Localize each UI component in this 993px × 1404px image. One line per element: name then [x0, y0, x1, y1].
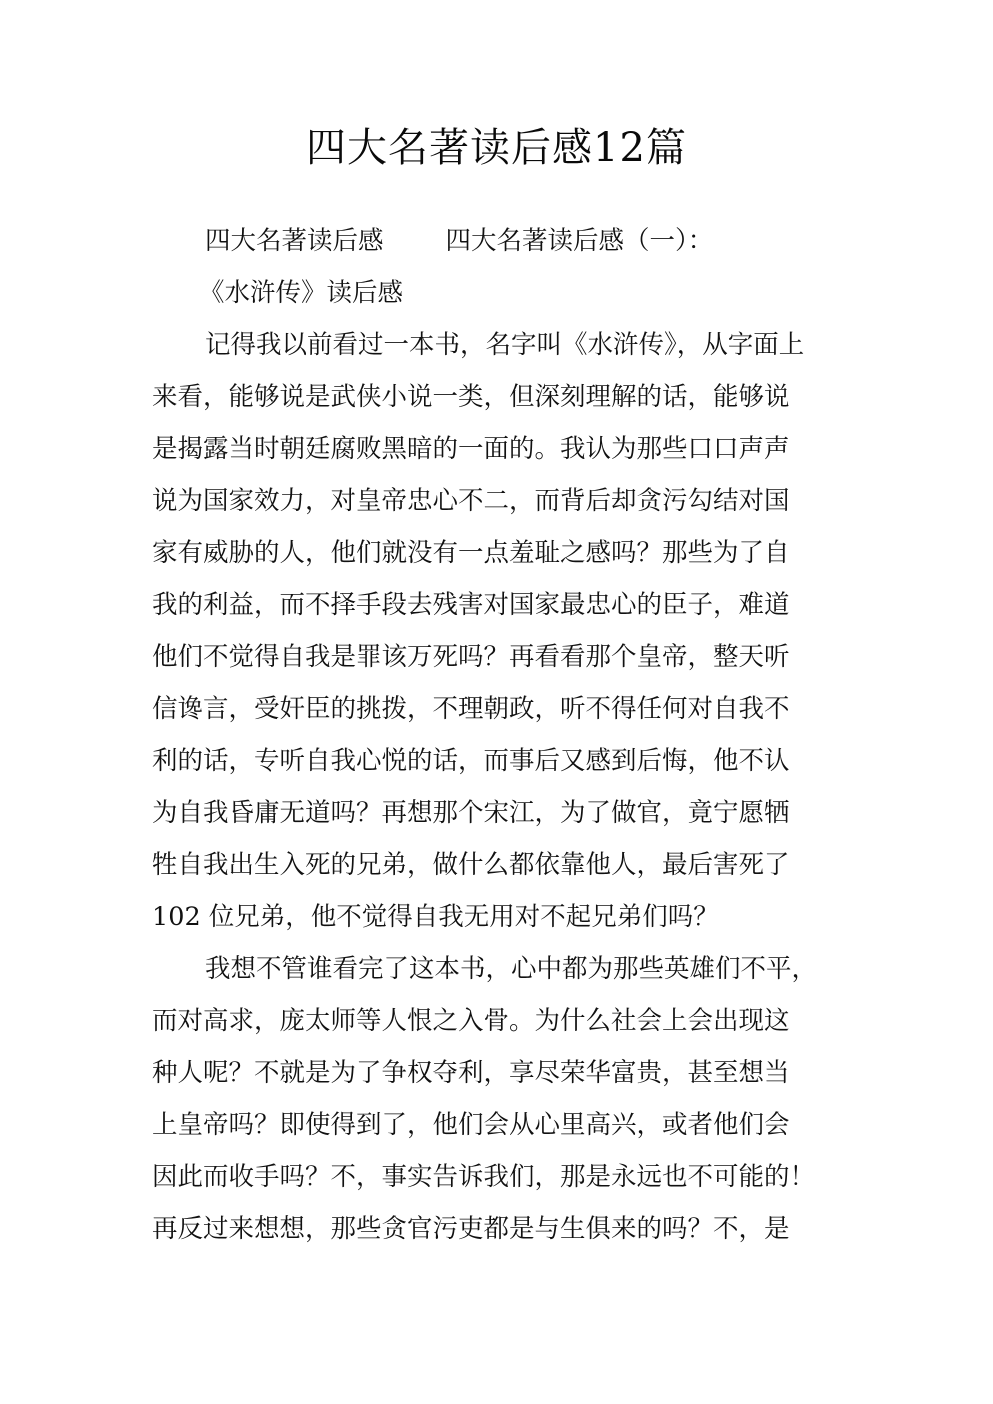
paragraph-1 [152, 319, 842, 943]
paragraph-line: 来看，能够说是武侠小说一类，但深刻理解的话，能够说 [152, 382, 790, 412]
paragraph-line: 上皇帝吗？即使得到了，他们会从心里高兴，或者他们会 [152, 1110, 790, 1140]
paragraph-line: 102 位兄弟，他不觉得自我无用对不起兄弟们吗？ [152, 902, 719, 932]
paragraph-line: 牲自我出生入死的兄弟，做什么都依靠他人，最后害死了 [152, 850, 790, 880]
paragraph-line: 我想不管谁看完了这本书，心中都为那些英雄们不平， [205, 954, 818, 984]
paragraph-line: 利的话，专听自我心悦的话，而事后又感到后悔，他不认 [152, 746, 790, 776]
paragraph-line: 他们不觉得自我是罪该万死吗？再看看那个皇帝，整天听 [152, 642, 790, 672]
paragraph-line: 种人呢？不就是为了争权夺利，享尽荣华富贵，甚至想当 [152, 1058, 790, 1088]
paragraph-line: 再反过来想想，那些贪官污吏都是与生俱来的吗？不，是 [152, 1214, 790, 1244]
paragraph-2 [152, 943, 842, 1255]
document-body [152, 215, 842, 1255]
paragraph-line: 记得我以前看过一本书，名字叫《水浒传》，从字面上 [205, 330, 805, 360]
paragraph-line: 是揭露当时朝廷腐败黑暗的一面的。我认为那些口口声声 [152, 434, 790, 464]
paragraph-line: 而对高求，庞太师等人恨之入骨。为什么社会上会出现这 [152, 1006, 790, 1036]
section-heading [152, 215, 842, 267]
paragraph-line: 说为国家效力，对皇帝忠心不二，而背后却贪污勾结对国 [152, 486, 790, 516]
sub-heading: 《水浒传》读后感 [199, 278, 404, 308]
paragraph-line: 为自我昏庸无道吗？再想那个宋江，为了做官，竟宁愿牺 [152, 798, 790, 828]
paragraph-line: 我的利益，而不择手段去残害对国家最忠心的臣子，难道 [152, 590, 790, 620]
paragraph-line: 家有威胁的人，他们就没有一点羞耻之感吗？那些为了自 [152, 538, 790, 568]
paragraph-line: 信谗言，受奸臣的挑拨，不理朝政，听不得任何对自我不 [152, 694, 790, 724]
heading-left: 四大名著读后感 [205, 226, 384, 256]
heading-right: 四大名著读后感（一）： [445, 226, 714, 256]
document-title: 四大名著读后感12篇 [306, 125, 687, 171]
paragraph-line: 因此而收手吗？不，事实告诉我们，那是永远也不可能的！ [152, 1162, 816, 1192]
